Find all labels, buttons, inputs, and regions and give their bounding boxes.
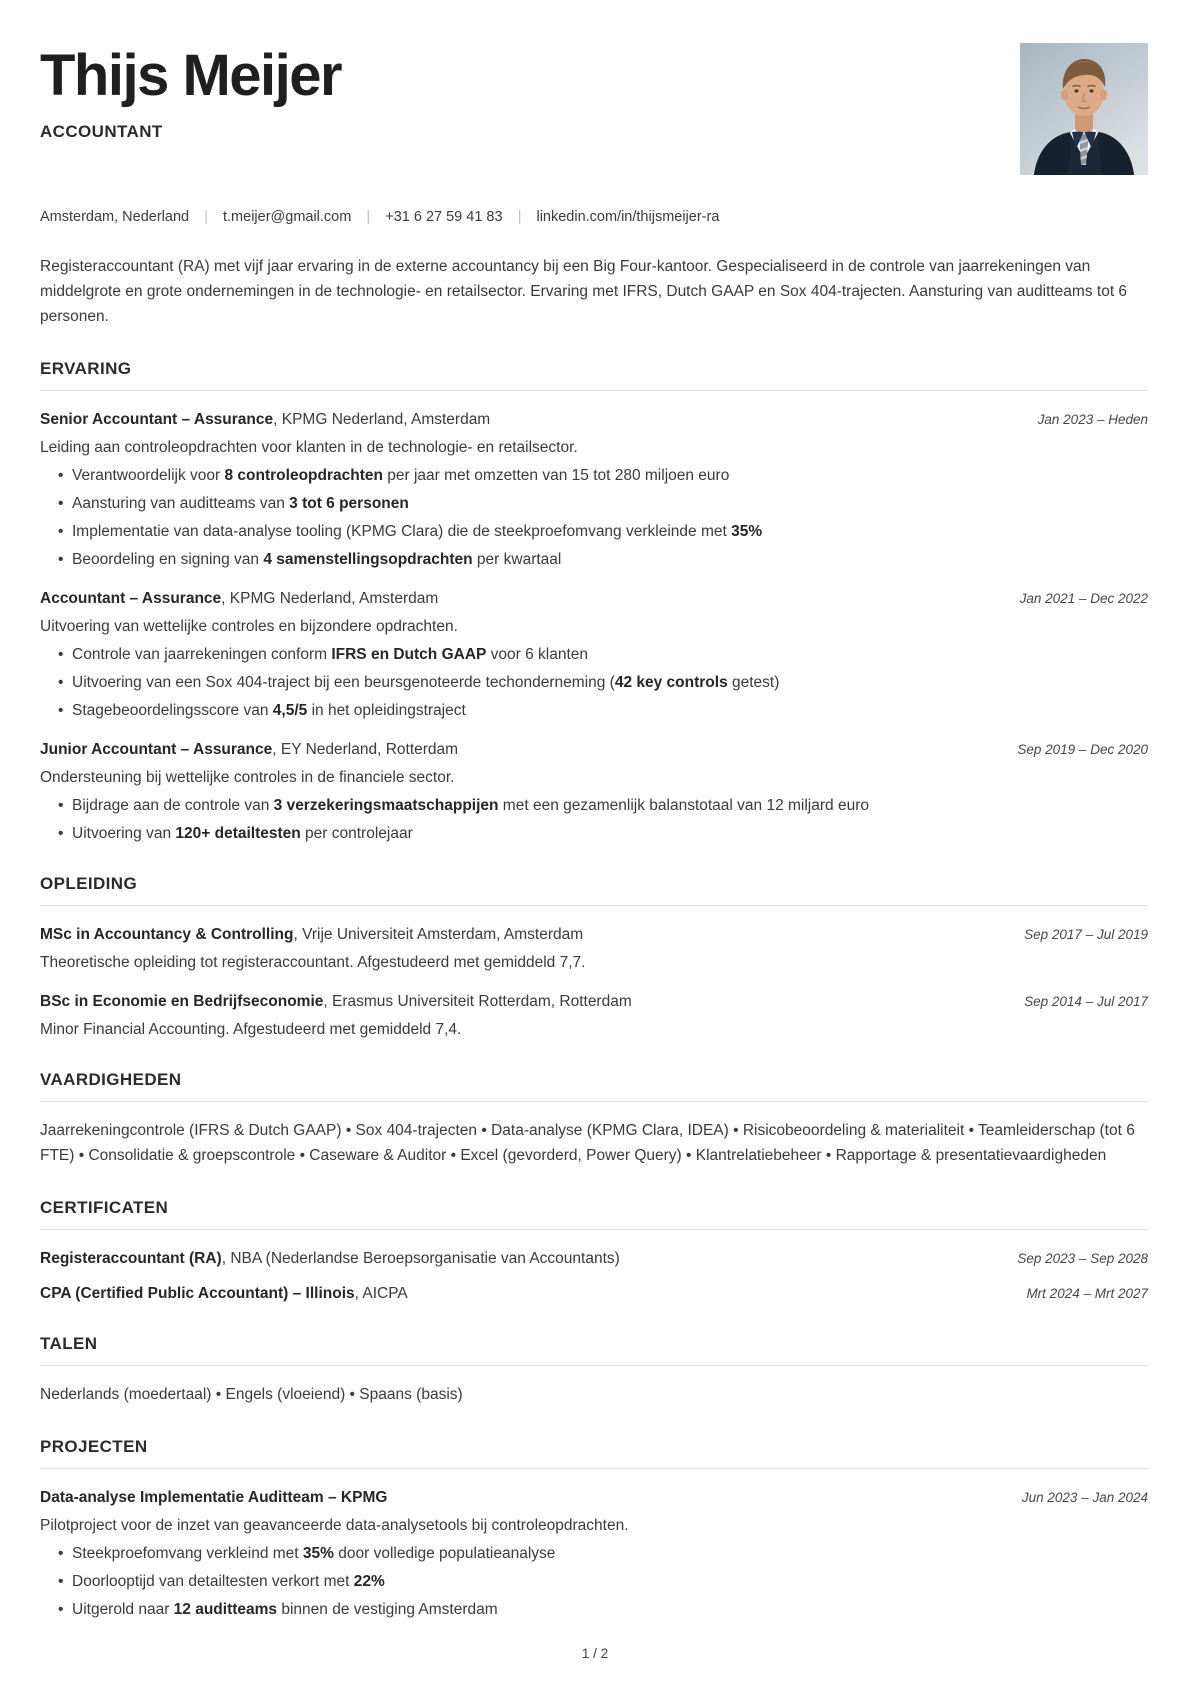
person-role: ACCOUNTANT [40, 121, 163, 141]
job-org: , KPMG Nederland, Amsterdam [221, 590, 439, 607]
job-org: , EY Nederland, Rotterdam [272, 741, 459, 758]
bullet-text-pre: Uitvoering van [72, 825, 176, 842]
section-heading-education: OPLEIDING [40, 874, 1148, 906]
bullet-text-post: door volledige populatieanalyse [333, 1545, 556, 1562]
contact-separator: | [517, 208, 522, 225]
bullet-item [40, 644, 1148, 665]
bullet-item [40, 549, 1148, 570]
certificate-entry-ra [40, 1248, 1148, 1269]
job-bullet-list [40, 795, 1148, 844]
contact-phone[interactable]: +31 6 27 59 41 83 [385, 209, 503, 225]
project-entry-data-analyse [40, 1487, 1148, 1620]
bullet-text-pre: Bijdrage aan de controle van [72, 797, 274, 814]
job-description: Ondersteuning bij wettelijke controles in de financiele sector. [40, 769, 455, 786]
job-title-bold: Junior Accountant – Assurance [40, 741, 273, 758]
education-entry-head [40, 991, 1148, 1012]
person-name: Thijs Meijer [40, 43, 342, 108]
portrait-illustration [1020, 43, 1148, 175]
project-title-bold: Data-analyse Implementatie Auditteam – KPMG [40, 1489, 388, 1506]
job-description: Uitvoering van wettelijke controles en bijzondere opdrachten. [40, 618, 458, 635]
job-entry-head [40, 588, 1148, 609]
bullet-text-pre: Doorlooptijd van detailtesten verkort met [72, 1573, 354, 1590]
education-title [40, 991, 632, 1012]
section-skills [40, 1070, 1148, 1168]
bullet-text-post: getest) [727, 674, 780, 691]
bullet-item [40, 465, 1148, 486]
certificate-dates: Sep 2023 – Sep 2028 [1017, 1251, 1148, 1266]
bullet-text-bold: 8 controleopdrachten [224, 467, 383, 484]
certificate-title-bold: CPA (Certified Public Accountant) – Illinois [40, 1285, 355, 1302]
section-heading-experience: ERVARING [40, 359, 1148, 391]
job-bullet-list [40, 644, 1148, 721]
bullet-item [40, 1571, 1148, 1592]
job-title [40, 409, 490, 430]
skills-list: Jaarrekeningcontrole (IFRS & Dutch GAAP) • Sox 404-trajecten • Data-analyse (KPMG Clara, IDEA) • Risicobeoordeling & materialiteit • Teamleiderschap (tot 6 FTE) • Consolidatie & groepscontrole • Caseware & Auditor • Excel (gevorderd, Power Query) • Klantrelatiebeheer • Rapportage & presentatievaardigheden [40, 1122, 1135, 1164]
certificate-entry-head [40, 1283, 1148, 1304]
job-entry-junior-accountant [40, 739, 1148, 844]
bullet-text-bold: 12 auditteams [173, 1601, 278, 1618]
job-org: , KPMG Nederland, Amsterdam [273, 411, 491, 428]
education-entry-bsc [40, 991, 1148, 1040]
profile-photo [1020, 43, 1148, 175]
bullet-text-bold: 42 key controls [614, 674, 728, 691]
education-entry-head [40, 924, 1148, 945]
certificate-org: , NBA (Nederlandse Beroepsorganisatie van Accountants) [221, 1250, 620, 1267]
bullet-text-pre: Uitvoering van een Sox 404-traject bij een beursgenoteerde techonderneming ( [72, 674, 615, 691]
bullet-item [40, 795, 1148, 816]
job-dates: Sep 2019 – Dec 2020 [1017, 742, 1148, 757]
job-title [40, 588, 438, 609]
project-entry-head [40, 1487, 1148, 1508]
bullet-text-post: met een gezamenlijk balanstotaal van 12 miljard euro [498, 797, 869, 814]
bullet-text-pre: Aansturing van auditteams van [72, 495, 290, 512]
bullet-text-pre: Beoordeling en signing van [72, 551, 264, 568]
bullet-item [40, 823, 1148, 844]
education-entry-msc [40, 924, 1148, 973]
bullet-text-post: voor 6 klanten [486, 646, 589, 663]
education-dates: Sep 2014 – Jul 2017 [1024, 994, 1148, 1009]
education-description: Theoretische opleiding tot registeraccountant. Afgestudeerd met gemiddeld 7,7. [40, 954, 586, 971]
bullet-text-bold: 35% [731, 523, 763, 540]
bullet-text-bold: 3 verzekeringsmaatschappijen [273, 797, 499, 814]
bullet-text-bold: 3 tot 6 personen [289, 495, 409, 512]
education-title-bold: MSc in Accountancy & Controlling [40, 926, 294, 943]
job-dates: Jan 2021 – Dec 2022 [1019, 591, 1148, 606]
section-heading-languages: TALEN [40, 1334, 1148, 1366]
job-title [40, 739, 458, 760]
job-entry-accountant [40, 588, 1148, 721]
bullet-text-pre: Steekproefomvang verkleind met [72, 1545, 303, 1562]
certificate-title [40, 1283, 408, 1304]
job-title-bold: Senior Accountant – Assurance [40, 411, 274, 428]
education-title [40, 924, 583, 945]
bullet-text-post: in het opleidingstraject [307, 702, 466, 719]
project-bullet-list [40, 1543, 1148, 1620]
job-description: Leiding aan controleopdrachten voor klanten in de technologie- en retailsector. [40, 439, 578, 456]
languages-list: Nederlands (moedertaal) • Engels (vloeiend) • Spaans (basis) [40, 1386, 463, 1403]
project-dates: Jun 2023 – Jan 2024 [1021, 1490, 1148, 1505]
certificate-title [40, 1248, 620, 1269]
section-languages [40, 1334, 1148, 1407]
bullet-text-bold: 120+ detailtesten [175, 825, 301, 842]
education-description: Minor Financial Accounting. Afgestudeerd met gemiddeld 7,4. [40, 1021, 462, 1038]
contact-bar [40, 207, 1148, 227]
bullet-text-pre: Implementatie van data-analyse tooling (KPMG Clara) die de steekproefomvang verkleinde met [72, 523, 732, 540]
bullet-text-post: binnen de vestiging Amsterdam [277, 1601, 498, 1618]
bullet-text-pre: Verantwoordelijk voor [72, 467, 225, 484]
section-projects [40, 1437, 1148, 1620]
bullet-item [40, 700, 1148, 721]
certificate-org: , AICPA [354, 1285, 408, 1302]
page-indicator: 1 / 2 [581, 1646, 609, 1661]
certificate-dates: Mrt 2024 – Mrt 2027 [1026, 1286, 1148, 1301]
certificate-entry-head [40, 1248, 1148, 1269]
bullet-item [40, 493, 1148, 514]
bullet-text-bold: IFRS en Dutch GAAP [331, 646, 487, 663]
section-certificates [40, 1198, 1148, 1304]
section-heading-projects: PROJECTEN [40, 1437, 1148, 1469]
contact-linkedin[interactable]: linkedin.com/in/thijsmeijer-ra [536, 209, 720, 225]
education-title-bold: BSc in Economie en Bedrijfseconomie [40, 993, 324, 1010]
job-entry-head [40, 739, 1148, 760]
bullet-item [40, 1599, 1148, 1620]
header [40, 43, 1148, 175]
job-title-bold: Accountant – Assurance [40, 590, 222, 607]
education-dates: Sep 2017 – Jul 2019 [1024, 927, 1148, 942]
job-entry-senior-accountant [40, 409, 1148, 570]
job-entry-head [40, 409, 1148, 430]
section-experience [40, 359, 1148, 844]
bullet-text-bold: 22% [353, 1573, 385, 1590]
bullet-item [40, 521, 1148, 542]
bullet-text-post: per jaar met omzetten van 15 tot 280 miljoen euro [382, 467, 730, 484]
bullet-text-post: per controlejaar [300, 825, 413, 842]
summary-paragraph: Registeraccountant (RA) met vijf jaar ervaring in de externe accountancy bij een Big Four-kantoor. Gespecialiseerd in de controle van jaarrekeningen van middelgrote en grote ondernemingen in de technologie- en retailsector. Ervaring met IFRS, Dutch GAAP en Sox 404-trajecten. Aansturing van auditteams tot 6 personen. [40, 258, 1128, 325]
job-bullet-list [40, 465, 1148, 570]
contact-separator: | [204, 208, 208, 225]
project-title [40, 1487, 387, 1508]
section-education [40, 874, 1148, 1040]
section-heading-skills: VAARDIGHEDEN [40, 1070, 1148, 1102]
contact-email[interactable]: t.meijer@gmail.com [223, 209, 352, 225]
bullet-text-pre: Stagebeoordelingsscore van [72, 702, 273, 719]
certificate-title-bold: Registeraccountant (RA) [40, 1250, 222, 1267]
education-org: , Erasmus Universiteit Rotterdam, Rotterdam [323, 993, 632, 1010]
bullet-text-pre: Uitgerold naar [72, 1601, 174, 1618]
bullet-text-pre: Controle van jaarrekeningen conform [72, 646, 332, 663]
project-description: Pilotproject voor de inzet van geavanceerde data-analysetools bij controleopdrachten. [40, 1517, 629, 1534]
contact-location: Amsterdam, Nederland [40, 209, 190, 225]
education-org: , Vrije Universiteit Amsterdam, Amsterdam [293, 926, 584, 943]
bullet-item [40, 1543, 1148, 1564]
bullet-text-post: per kwartaal [472, 551, 562, 568]
contact-separator: | [366, 208, 371, 225]
section-heading-certificates: CERTIFICATEN [40, 1198, 1148, 1230]
header-identity [40, 43, 1020, 142]
bullet-text-bold: 35% [302, 1545, 334, 1562]
bullet-text-bold: 4,5/5 [272, 702, 308, 719]
bullet-item [40, 672, 1148, 693]
job-dates: Jan 2023 – Heden [1037, 412, 1148, 427]
bullet-text-bold: 4 samenstellingsopdrachten [263, 551, 473, 568]
certificate-entry-cpa [40, 1283, 1148, 1304]
